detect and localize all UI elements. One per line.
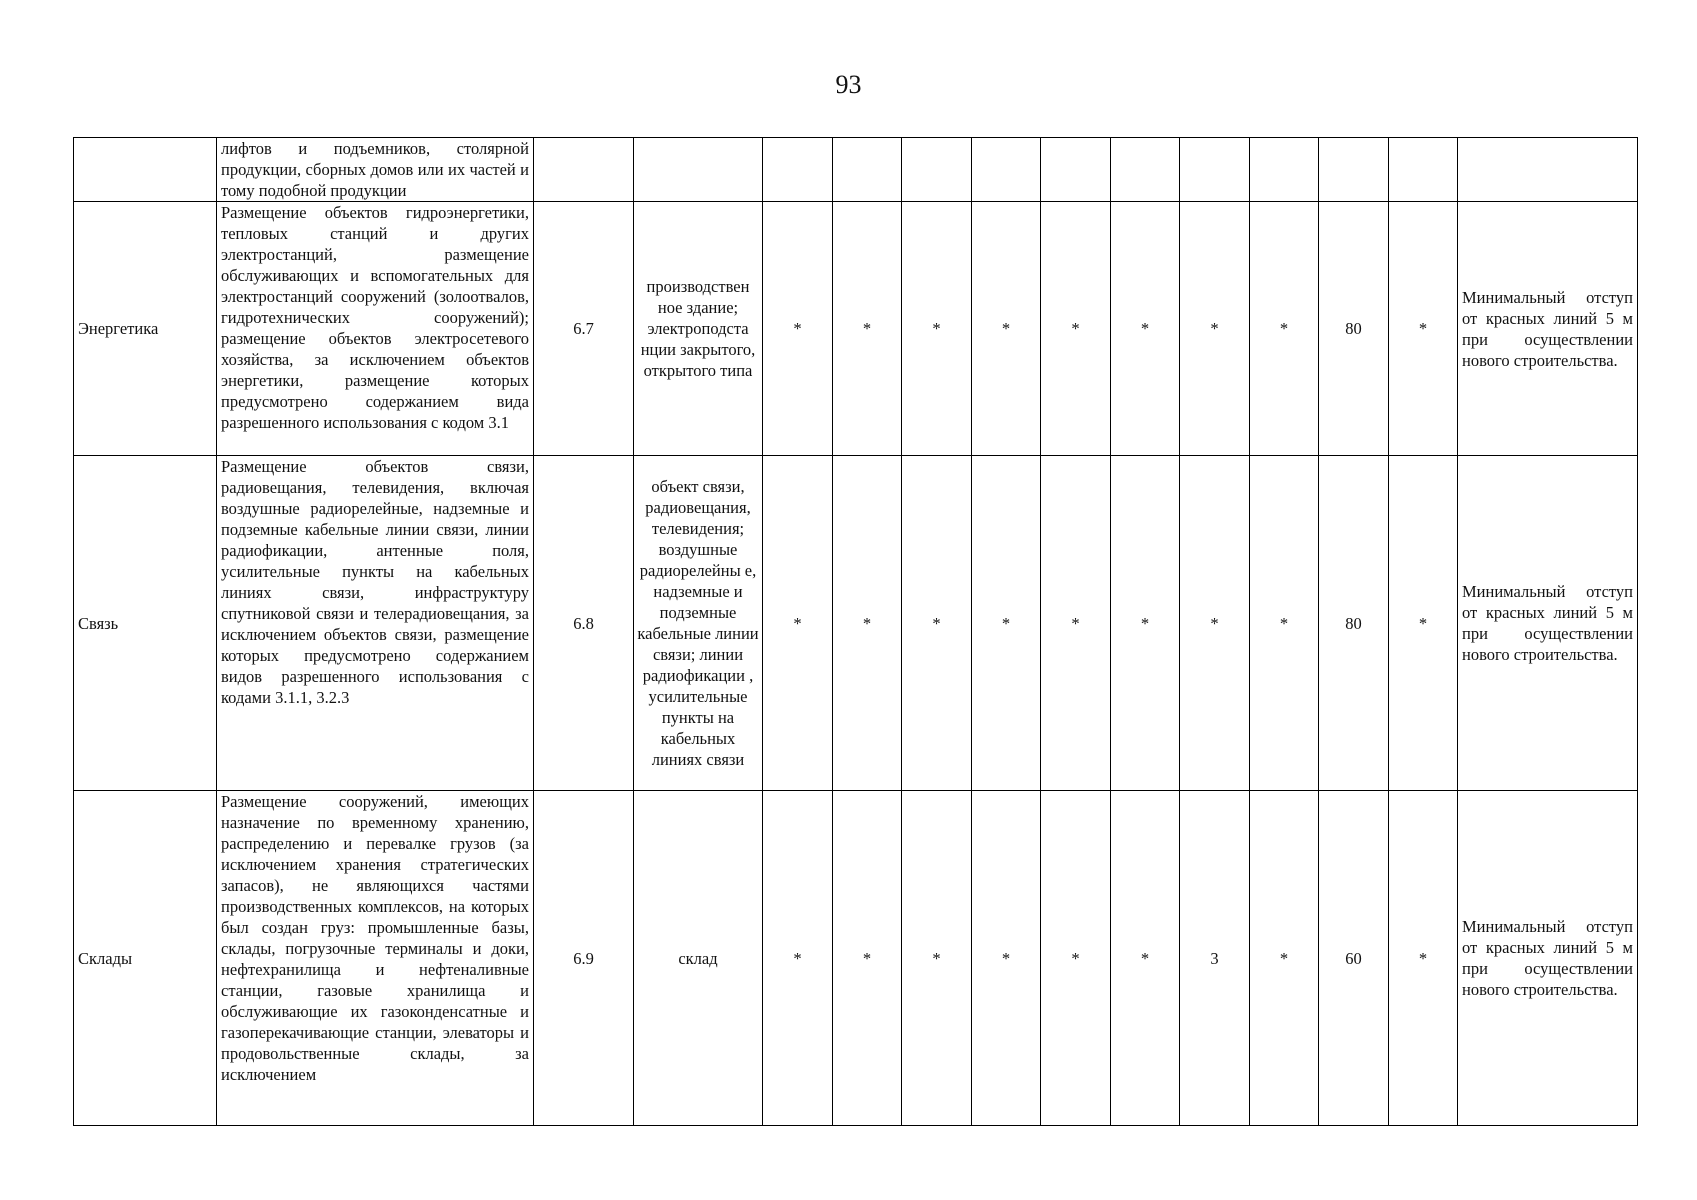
param-cell: 80 (1319, 456, 1389, 791)
regulations-table (73, 137, 1638, 1126)
param-cell (1319, 138, 1389, 202)
table-row (74, 138, 1638, 202)
land-use-description: Размещение сооружений, имеющих назначение по временному хранению, распределению и перевалке грузов (за исключением хранения стратегических запасов), не являющихся частями производственных комплексов, на которых был создан груз: промышленные базы, склады, погрузочные терминалы и доки, нефтехранилища и нефтеналивные станции, газовые хранилища и обслуживающие их газоконденсатные и газоперекачивающие станции, элеваторы и продовольственные склады, за исключением (217, 791, 534, 1126)
param-cell: * (1250, 202, 1319, 456)
param-cell: 60 (1319, 791, 1389, 1126)
param-cell: * (833, 202, 902, 456)
param-cell: * (1180, 202, 1250, 456)
param-cell: * (902, 791, 972, 1126)
capital-objects: производствен ное здание; электроподста нции закрытого, открытого типа (634, 202, 763, 456)
land-use-name: Энергетика (74, 202, 217, 456)
param-cell: * (1111, 202, 1180, 456)
table-row (74, 791, 1638, 1126)
land-use-name: Связь (74, 456, 217, 791)
param-cell (763, 138, 833, 202)
param-cell: * (972, 456, 1041, 791)
param-cell (1111, 138, 1180, 202)
param-cell: * (1041, 791, 1111, 1126)
param-cell: * (833, 456, 902, 791)
page-number: 93 (835, 70, 862, 99)
param-cell (1180, 138, 1250, 202)
param-cell: * (1389, 202, 1458, 456)
param-cell: * (1180, 456, 1250, 791)
land-use-code (534, 138, 634, 202)
land-use-name: Склады (74, 791, 217, 1126)
capital-objects: склад (634, 791, 763, 1126)
note-cell: Минимальный отступ от красных линий 5 м при осуществлении нового строительства. (1458, 791, 1638, 1126)
note-cell (1458, 138, 1638, 202)
param-cell: * (902, 202, 972, 456)
param-cell: * (972, 791, 1041, 1126)
capital-objects: объект связи, радиовещания, телевидения; воздушные радиорелейны е, надземные и подземные кабельные линии связи; линии радиофикации , усилительные пункты на кабельных линиях связи (634, 456, 763, 791)
param-cell: * (1389, 791, 1458, 1126)
note-cell: Минимальный отступ от красных линий 5 м при осуществлении нового строительства. (1458, 456, 1638, 791)
param-cell: * (763, 202, 833, 456)
param-cell (833, 138, 902, 202)
land-use-name (74, 138, 217, 202)
param-cell: * (763, 456, 833, 791)
param-cell: * (1250, 456, 1319, 791)
note-cell: Минимальный отступ от красных линий 5 м при осуществлении нового строительства. (1458, 202, 1638, 456)
param-cell: * (1250, 791, 1319, 1126)
param-cell: * (1111, 456, 1180, 791)
param-cell: * (902, 456, 972, 791)
param-cell: * (1041, 202, 1111, 456)
param-cell: * (833, 791, 902, 1126)
land-use-code: 6.8 (534, 456, 634, 791)
param-cell (1250, 138, 1319, 202)
table-row (74, 456, 1638, 791)
land-use-code: 6.9 (534, 791, 634, 1126)
param-cell (902, 138, 972, 202)
param-cell (1389, 138, 1458, 202)
param-cell: * (1111, 791, 1180, 1126)
land-use-description: Размещение объектов связи, радиовещания, телевидения, включая воздушные радиорелейные, надземные и подземные кабельные линии связи, линии радиофикации, антенные поля, усилительные пункты на кабельных линиях связи, инфраструктуру спутниковой связи и телерадиовещания, за исключением объектов связи, размещение которых предусмотрено содержанием видов разрешенного использования с кодами 3.1.1, 3.2.3 (217, 456, 534, 791)
param-cell: * (972, 202, 1041, 456)
param-cell (972, 138, 1041, 202)
land-use-description: Размещение объектов гидроэнергетики, тепловых станций и других электростанций, размещение обслуживающих и вспомогательных для электростанций сооружений (золоотвалов, гидротехнических сооружений); размещение объектов электросетевого хозяйства, за исключением объектов энергетики, размещение которых предусмотрено содержанием вида разрешенного использования с кодом 3.1 (217, 202, 534, 456)
param-cell (1041, 138, 1111, 202)
param-cell: * (1041, 456, 1111, 791)
land-use-description: лифтов и подъемников, столярной продукции, сборных домов или их частей и тому подобной продукции (217, 138, 534, 202)
param-cell: * (1389, 456, 1458, 791)
param-cell: 80 (1319, 202, 1389, 456)
param-cell: * (763, 791, 833, 1126)
capital-objects (634, 138, 763, 202)
table-row (74, 202, 1638, 456)
param-cell: 3 (1180, 791, 1250, 1126)
land-use-code: 6.7 (534, 202, 634, 456)
